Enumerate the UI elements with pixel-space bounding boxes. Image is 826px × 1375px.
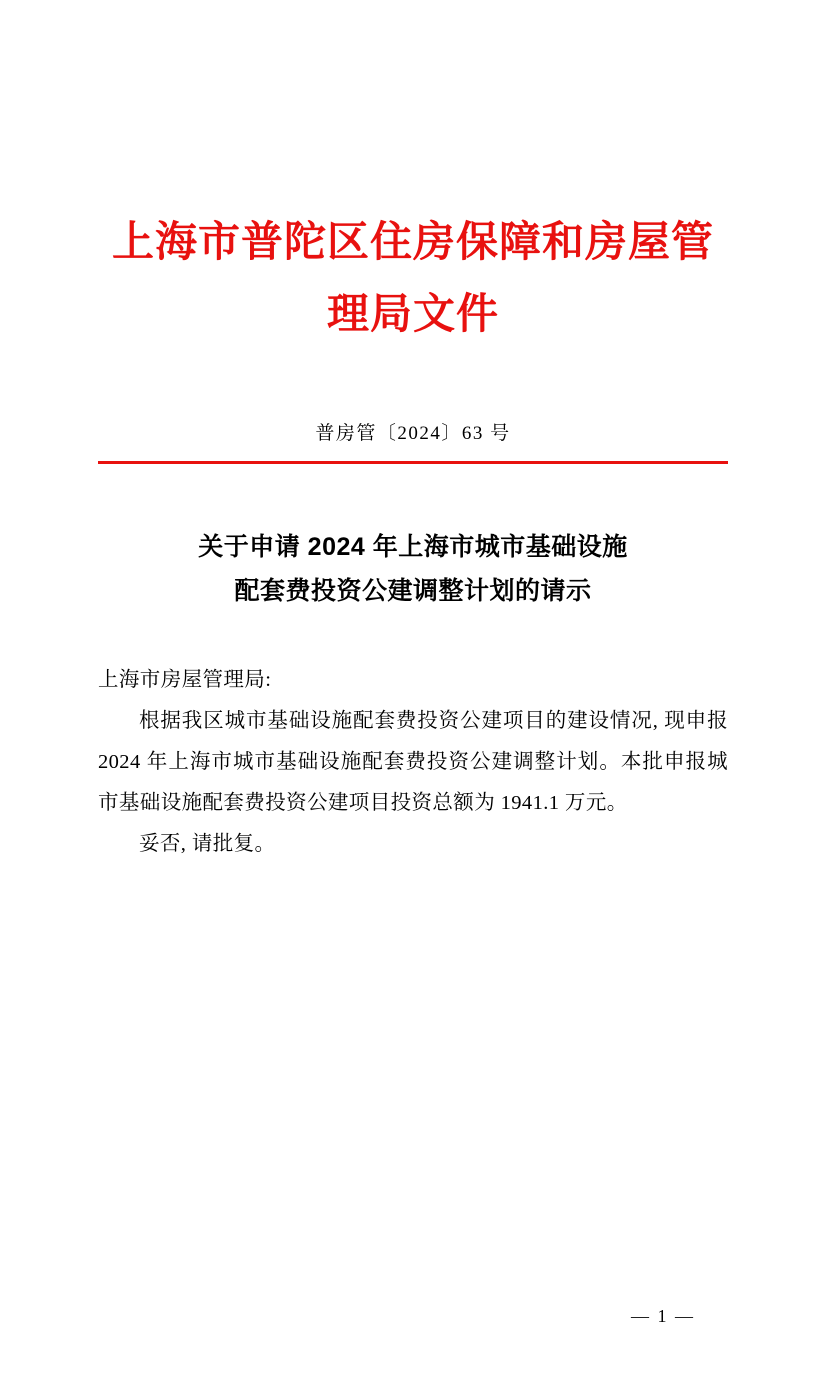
document-paragraph-2: 妥否, 请批复。 <box>139 832 276 855</box>
page-number-label: — 1 — <box>631 1306 695 1326</box>
document-body <box>98 660 728 865</box>
document-page <box>0 206 826 1375</box>
document-header-title: 上海市普陀区住房保障和房屋管理局文件 <box>111 218 714 338</box>
document-subject-line-2: 配套费投资公建调整计划的请示 <box>234 577 592 606</box>
red-divider-rule <box>98 461 728 464</box>
page-footer <box>0 1306 826 1327</box>
document-subject <box>98 526 728 614</box>
document-paragraph-1: 根据我区城市基础设施配套费投资公建项目的建设情况, 现申报 2024 年上海市城市基础设施配套费投资公建调整计划。本批申报城市基础设施配套费投资公建项目投资总额为 1941.1 万元。 <box>98 709 728 814</box>
document-number: 普房管〔2024〕63 号 <box>315 423 511 445</box>
document-subject-line-1: 关于申请 2024 年上海市城市基础设施 <box>198 533 628 562</box>
document-salutation: 上海市房屋管理局: <box>98 668 272 691</box>
